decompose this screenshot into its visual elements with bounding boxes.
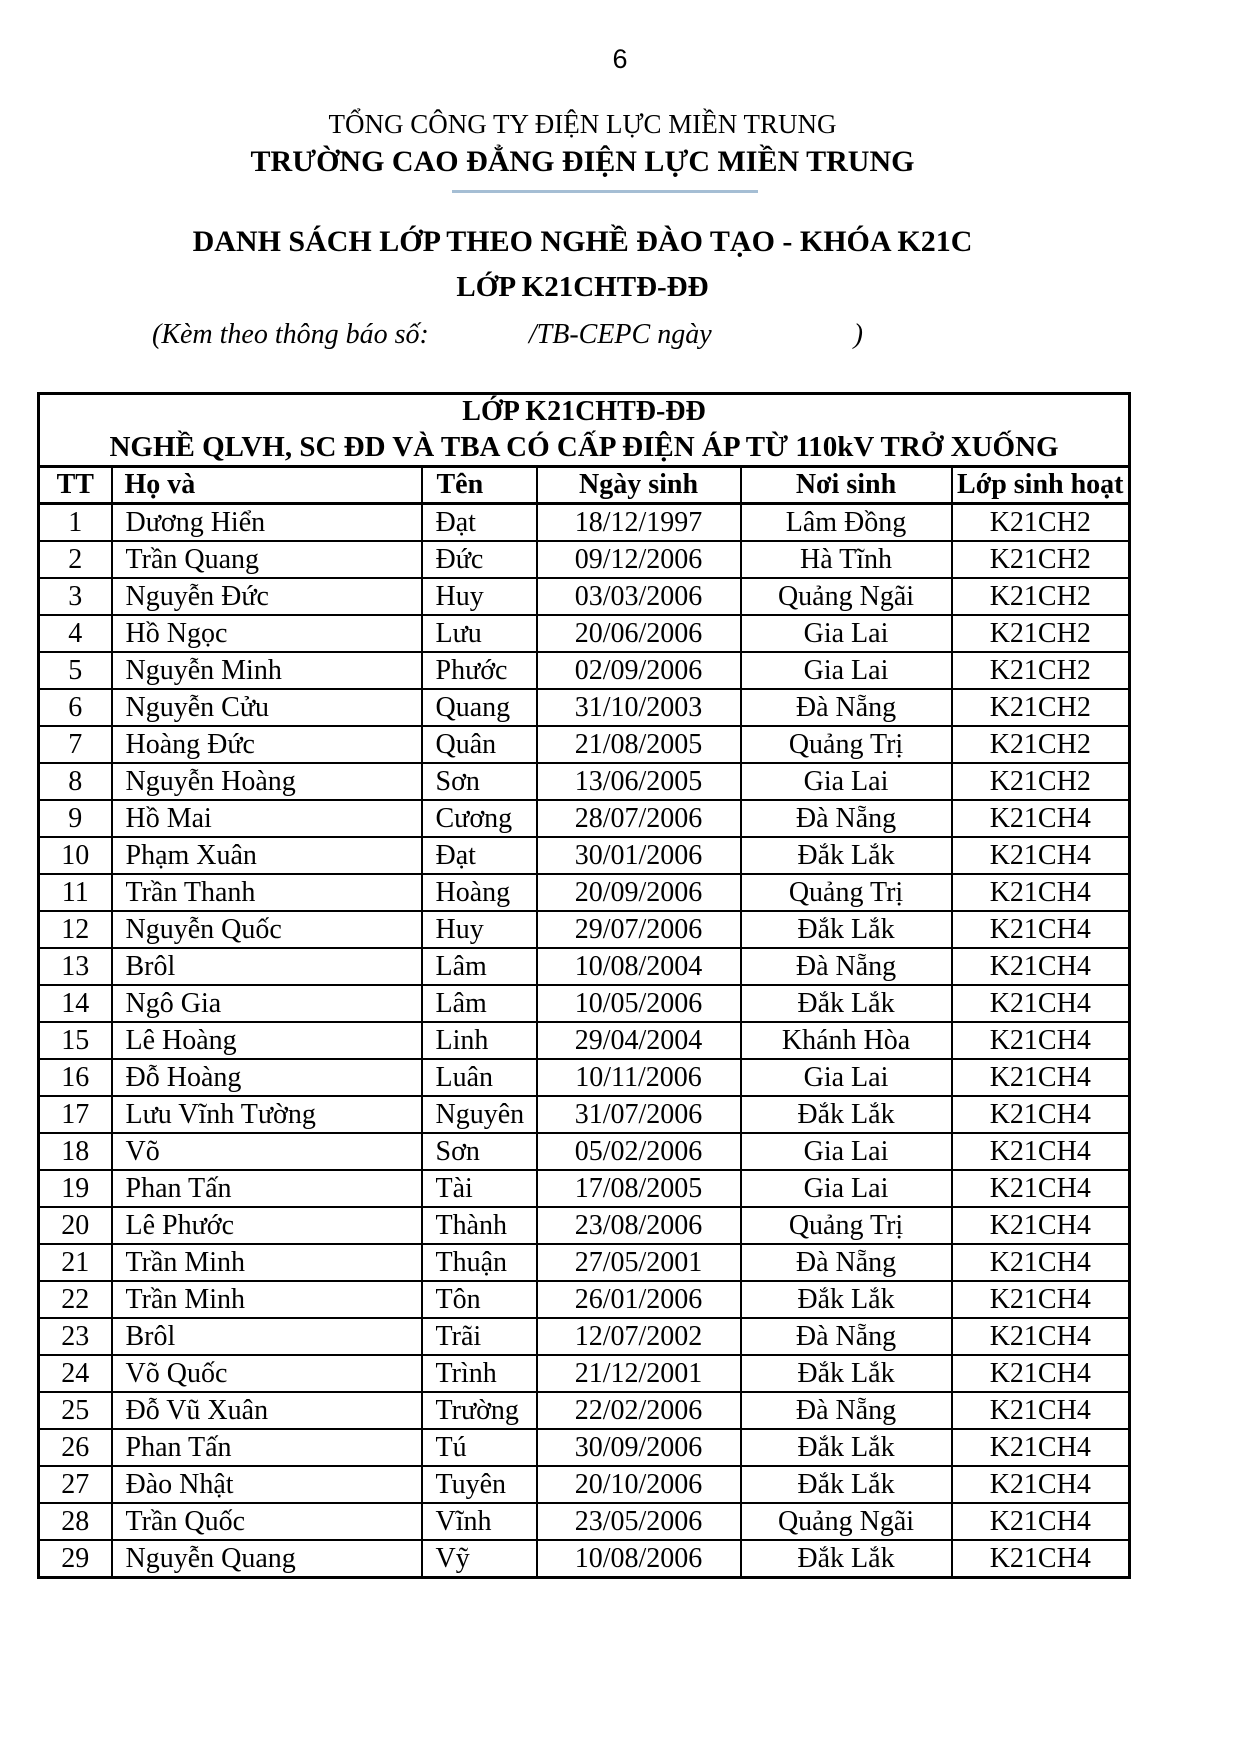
cell-ho: Phan Tấn: [112, 1170, 422, 1207]
cell-ngay-sinh: 31/07/2006: [537, 1096, 741, 1133]
cell-lop: K21CH4: [952, 1096, 1130, 1133]
cell-ho: Brôl: [112, 1318, 422, 1355]
cell-ten: Vĩnh: [422, 1503, 537, 1540]
cell-lop: K21CH2: [952, 615, 1130, 652]
table-row: [39, 1540, 1130, 1578]
cell-noi-sinh: Đắk Lắk: [741, 1355, 952, 1392]
cell-ngay-sinh: 10/08/2004: [537, 948, 741, 985]
class-title: LỚP K21CHTĐ-ĐĐ: [456, 271, 709, 303]
cell-noi-sinh: Quảng Trị: [741, 1207, 952, 1244]
cell-tt: 29: [39, 1540, 112, 1578]
cell-ho: Trần Minh: [112, 1244, 422, 1281]
col-header-ho: Họ và: [112, 467, 422, 504]
cell-lop: K21CH4: [952, 911, 1130, 948]
cell-ngay-sinh: 10/11/2006: [537, 1059, 741, 1096]
cell-tt: 4: [39, 615, 112, 652]
table-row: [39, 1022, 1130, 1059]
note-mid: /TB-CEPC ngày: [528, 319, 712, 350]
cell-ten: Vỹ: [422, 1540, 537, 1578]
cell-ten: Huy: [422, 578, 537, 615]
cell-ho: Võ Quốc: [112, 1355, 422, 1392]
table-title-row: [39, 394, 1130, 467]
cell-tt: 22: [39, 1281, 112, 1318]
cell-tt: 28: [39, 1503, 112, 1540]
cell-ngay-sinh: 26/01/2006: [537, 1281, 741, 1318]
cell-lop: K21CH4: [952, 800, 1130, 837]
cell-noi-sinh: Đắk Lắk: [741, 1429, 952, 1466]
table-row: [39, 911, 1130, 948]
cell-noi-sinh: Quảng Ngãi: [741, 1503, 952, 1540]
cell-tt: 3: [39, 578, 112, 615]
cell-tt: 13: [39, 948, 112, 985]
cell-ten: Trường: [422, 1392, 537, 1429]
cell-ho: Lê Phước: [112, 1207, 422, 1244]
cell-lop: K21CH2: [952, 578, 1130, 615]
cell-tt: 14: [39, 985, 112, 1022]
cell-tt: 18: [39, 1133, 112, 1170]
table-row: [39, 948, 1130, 985]
table-row: [39, 1170, 1130, 1207]
cell-ngay-sinh: 27/05/2001: [537, 1244, 741, 1281]
cell-ngay-sinh: 29/07/2006: [537, 911, 741, 948]
cell-noi-sinh: Quảng Trị: [741, 726, 952, 763]
cell-ngay-sinh: 05/02/2006: [537, 1133, 741, 1170]
cell-ngay-sinh: 12/07/2002: [537, 1318, 741, 1355]
table-row: [39, 800, 1130, 837]
cell-ngay-sinh: 17/08/2005: [537, 1170, 741, 1207]
table-row: [39, 1133, 1130, 1170]
table-row: [39, 578, 1130, 615]
cell-noi-sinh: Đà Nẵng: [741, 689, 952, 726]
cell-ho: Đỗ Vũ Xuân: [112, 1392, 422, 1429]
cell-ten: Luân: [422, 1059, 537, 1096]
cell-ten: Hoàng: [422, 874, 537, 911]
cell-ngay-sinh: 02/09/2006: [537, 652, 741, 689]
cell-ho: Phạm Xuân: [112, 837, 422, 874]
cell-ten: Tuyên: [422, 1466, 537, 1503]
cell-ho: Hồ Ngọc: [112, 615, 422, 652]
cell-tt: 10: [39, 837, 112, 874]
cell-ten: Quân: [422, 726, 537, 763]
cell-ho: Nguyễn Quốc: [112, 911, 422, 948]
cell-ho: Hồ Mai: [112, 800, 422, 837]
cell-noi-sinh: Đắk Lắk: [741, 1540, 952, 1578]
cell-tt: 16: [39, 1059, 112, 1096]
table-row: [39, 541, 1130, 578]
cell-lop: K21CH4: [952, 1392, 1130, 1429]
table-row: [39, 1392, 1130, 1429]
class-list-table: [37, 392, 1131, 1579]
table-row: [39, 874, 1130, 911]
cell-tt: 19: [39, 1170, 112, 1207]
cell-ngay-sinh: 21/12/2001: [537, 1355, 741, 1392]
cell-ten: Linh: [422, 1022, 537, 1059]
cell-lop: K21CH4: [952, 1429, 1130, 1466]
cell-lop: K21CH4: [952, 1466, 1130, 1503]
cell-ho: Nguyễn Minh: [112, 652, 422, 689]
cell-lop: K21CH4: [952, 1540, 1130, 1578]
cell-tt: 2: [39, 541, 112, 578]
cell-ho: Đỗ Hoàng: [112, 1059, 422, 1096]
cell-ten: Tài: [422, 1170, 537, 1207]
table-row: [39, 1281, 1130, 1318]
cell-ten: Lưu: [422, 615, 537, 652]
cell-ho: Nguyễn Hoàng: [112, 763, 422, 800]
cell-noi-sinh: Đà Nẵng: [741, 1244, 952, 1281]
cell-ngay-sinh: 21/08/2005: [537, 726, 741, 763]
cell-ten: Sơn: [422, 763, 537, 800]
cell-lop: K21CH4: [952, 1133, 1130, 1170]
table-row: [39, 1096, 1130, 1133]
cell-ngay-sinh: 30/09/2006: [537, 1429, 741, 1466]
cell-tt: 11: [39, 874, 112, 911]
cell-lop: K21CH4: [952, 874, 1130, 911]
table-row: [39, 1429, 1130, 1466]
cell-ten: Huy: [422, 911, 537, 948]
table-row: [39, 1466, 1130, 1503]
table-row: [39, 837, 1130, 874]
cell-lop: K21CH2: [952, 652, 1130, 689]
cell-lop: K21CH4: [952, 1207, 1130, 1244]
col-header-ten: Tên: [422, 467, 537, 504]
table-row: [39, 985, 1130, 1022]
cell-lop: K21CH4: [952, 1281, 1130, 1318]
page-number: 6: [612, 44, 628, 74]
cell-ho: Trần Quốc: [112, 1503, 422, 1540]
decorative-underline: [452, 190, 758, 193]
note-prefix: (Kèm theo thông báo số:: [152, 319, 429, 350]
cell-noi-sinh: Đà Nẵng: [741, 800, 952, 837]
cell-ngay-sinh: 20/10/2006: [537, 1466, 741, 1503]
cell-tt: 1: [39, 504, 112, 542]
cell-ho: Nguyễn Quang: [112, 1540, 422, 1578]
attachment-note: [152, 318, 863, 352]
col-header-noi-sinh: Nơi sinh: [741, 467, 952, 504]
cell-ho: Brôl: [112, 948, 422, 985]
table-subtitle: NGHỀ QLVH, SC ĐD VÀ TBA CÓ CẤP ĐIỆN ÁP TỪ 110kV TRỞ XUỐNG: [109, 431, 1059, 463]
cell-ngay-sinh: 03/03/2006: [537, 578, 741, 615]
cell-tt: 26: [39, 1429, 112, 1466]
cell-ho: Nguyễn Đức: [112, 578, 422, 615]
cell-ten: Cương: [422, 800, 537, 837]
cell-ten: Thuận: [422, 1244, 537, 1281]
cell-noi-sinh: Khánh Hòa: [741, 1022, 952, 1059]
cell-ten: Trãi: [422, 1318, 537, 1355]
cell-ten: Quang: [422, 689, 537, 726]
table-row: [39, 763, 1130, 800]
cell-tt: 15: [39, 1022, 112, 1059]
table-row: [39, 1244, 1130, 1281]
cell-lop: K21CH4: [952, 1244, 1130, 1281]
cell-lop: K21CH2: [952, 763, 1130, 800]
cell-lop: K21CH2: [952, 541, 1130, 578]
note-suffix: ): [853, 319, 863, 350]
cell-noi-sinh: Hà Tĩnh: [741, 541, 952, 578]
cell-noi-sinh: Gia Lai: [741, 1170, 952, 1207]
cell-ten: Đạt: [422, 504, 537, 542]
cell-noi-sinh: Đắk Lắk: [741, 837, 952, 874]
cell-lop: K21CH4: [952, 1059, 1130, 1096]
cell-noi-sinh: Gia Lai: [741, 1059, 952, 1096]
cell-tt: 12: [39, 911, 112, 948]
cell-noi-sinh: Gia Lai: [741, 763, 952, 800]
document-title: DANH SÁCH LỚP THEO NGHỀ ĐÀO TẠO - KHÓA K21C: [192, 225, 973, 258]
cell-ngay-sinh: 23/05/2006: [537, 1503, 741, 1540]
cell-tt: 8: [39, 763, 112, 800]
cell-ngay-sinh: 09/12/2006: [537, 541, 741, 578]
table-row: [39, 1059, 1130, 1096]
table-title: LỚP K21CHTĐ-ĐĐ: [462, 396, 706, 427]
cell-ho: Đào Nhật: [112, 1466, 422, 1503]
cell-ho: Nguyễn Cửu: [112, 689, 422, 726]
cell-ho: Hoàng Đức: [112, 726, 422, 763]
cell-noi-sinh: Gia Lai: [741, 615, 952, 652]
cell-ngay-sinh: 30/01/2006: [537, 837, 741, 874]
col-header-ngay-sinh: Ngày sinh: [537, 467, 741, 504]
cell-tt: 24: [39, 1355, 112, 1392]
cell-ten: Sơn: [422, 1133, 537, 1170]
cell-tt: 7: [39, 726, 112, 763]
cell-ten: Trình: [422, 1355, 537, 1392]
cell-noi-sinh: Quảng Trị: [741, 874, 952, 911]
cell-noi-sinh: Đắk Lắk: [741, 1281, 952, 1318]
cell-noi-sinh: Quảng Ngãi: [741, 578, 952, 615]
cell-ngay-sinh: 20/09/2006: [537, 874, 741, 911]
cell-noi-sinh: Đắk Lắk: [741, 1466, 952, 1503]
cell-lop: K21CH4: [952, 1170, 1130, 1207]
table-row: [39, 1318, 1130, 1355]
column-header-row: [39, 467, 1130, 504]
cell-lop: K21CH4: [952, 985, 1130, 1022]
cell-ten: Thành: [422, 1207, 537, 1244]
table-row: [39, 504, 1130, 542]
cell-ngay-sinh: 10/08/2006: [537, 1540, 741, 1578]
cell-noi-sinh: Đắk Lắk: [741, 911, 952, 948]
table-row: [39, 652, 1130, 689]
cell-ho: Lưu Vĩnh Tường: [112, 1096, 422, 1133]
cell-ten: Nguyên: [422, 1096, 537, 1133]
cell-ngay-sinh: 20/06/2006: [537, 615, 741, 652]
cell-lop: K21CH2: [952, 689, 1130, 726]
cell-ho: Phan Tấn: [112, 1429, 422, 1466]
table-row: [39, 1207, 1130, 1244]
cell-ten: Phước: [422, 652, 537, 689]
cell-ngay-sinh: 22/02/2006: [537, 1392, 741, 1429]
cell-ho: Lê Hoàng: [112, 1022, 422, 1059]
table-row: [39, 615, 1130, 652]
cell-tt: 5: [39, 652, 112, 689]
cell-ngay-sinh: 18/12/1997: [537, 504, 741, 542]
cell-noi-sinh: Gia Lai: [741, 1133, 952, 1170]
cell-ho: Trần Quang: [112, 541, 422, 578]
cell-noi-sinh: Đắk Lắk: [741, 985, 952, 1022]
cell-noi-sinh: Đà Nẵng: [741, 1318, 952, 1355]
cell-noi-sinh: Đà Nẵng: [741, 948, 952, 985]
cell-lop: K21CH4: [952, 1503, 1130, 1540]
cell-ten: Đức: [422, 541, 537, 578]
cell-ho: Dương Hiển: [112, 504, 422, 542]
cell-tt: 20: [39, 1207, 112, 1244]
cell-noi-sinh: Đà Nẵng: [741, 1392, 952, 1429]
cell-ho: Trần Thanh: [112, 874, 422, 911]
org-name-school: TRƯỜNG CAO ĐẲNG ĐIỆN LỰC MIỀN TRUNG: [250, 145, 915, 178]
cell-ho: Ngô Gia: [112, 985, 422, 1022]
cell-lop: K21CH2: [952, 726, 1130, 763]
cell-ngay-sinh: 31/10/2003: [537, 689, 741, 726]
cell-ngay-sinh: 28/07/2006: [537, 800, 741, 837]
cell-tt: 17: [39, 1096, 112, 1133]
table-row: [39, 689, 1130, 726]
cell-tt: 6: [39, 689, 112, 726]
cell-ngay-sinh: 23/08/2006: [537, 1207, 741, 1244]
col-header-lop: Lớp sinh hoạt: [952, 467, 1130, 504]
cell-ngay-sinh: 13/06/2005: [537, 763, 741, 800]
cell-tt: 21: [39, 1244, 112, 1281]
cell-tt: 25: [39, 1392, 112, 1429]
cell-ten: Tú: [422, 1429, 537, 1466]
cell-tt: 9: [39, 800, 112, 837]
cell-lop: K21CH4: [952, 1318, 1130, 1355]
cell-ten: Tôn: [422, 1281, 537, 1318]
cell-lop: K21CH2: [952, 504, 1130, 542]
cell-tt: 27: [39, 1466, 112, 1503]
cell-noi-sinh: Lâm Đồng: [741, 504, 952, 542]
cell-lop: K21CH4: [952, 1355, 1130, 1392]
cell-tt: 23: [39, 1318, 112, 1355]
cell-ten: Lâm: [422, 948, 537, 985]
cell-noi-sinh: Đắk Lắk: [741, 1096, 952, 1133]
cell-ten: Lâm: [422, 985, 537, 1022]
cell-ngay-sinh: 29/04/2004: [537, 1022, 741, 1059]
table-row: [39, 1503, 1130, 1540]
cell-ho: Võ: [112, 1133, 422, 1170]
cell-ten: Đạt: [422, 837, 537, 874]
org-name-parent: TỔNG CÔNG TY ĐIỆN LỰC MIỀN TRUNG: [328, 109, 837, 139]
table-row: [39, 1355, 1130, 1392]
cell-lop: K21CH4: [952, 837, 1130, 874]
cell-ho: Trần Minh: [112, 1281, 422, 1318]
cell-lop: K21CH4: [952, 948, 1130, 985]
table-row: [39, 726, 1130, 763]
cell-ngay-sinh: 10/05/2006: [537, 985, 741, 1022]
col-header-tt: TT: [39, 467, 112, 504]
cell-noi-sinh: Gia Lai: [741, 652, 952, 689]
cell-lop: K21CH4: [952, 1022, 1130, 1059]
